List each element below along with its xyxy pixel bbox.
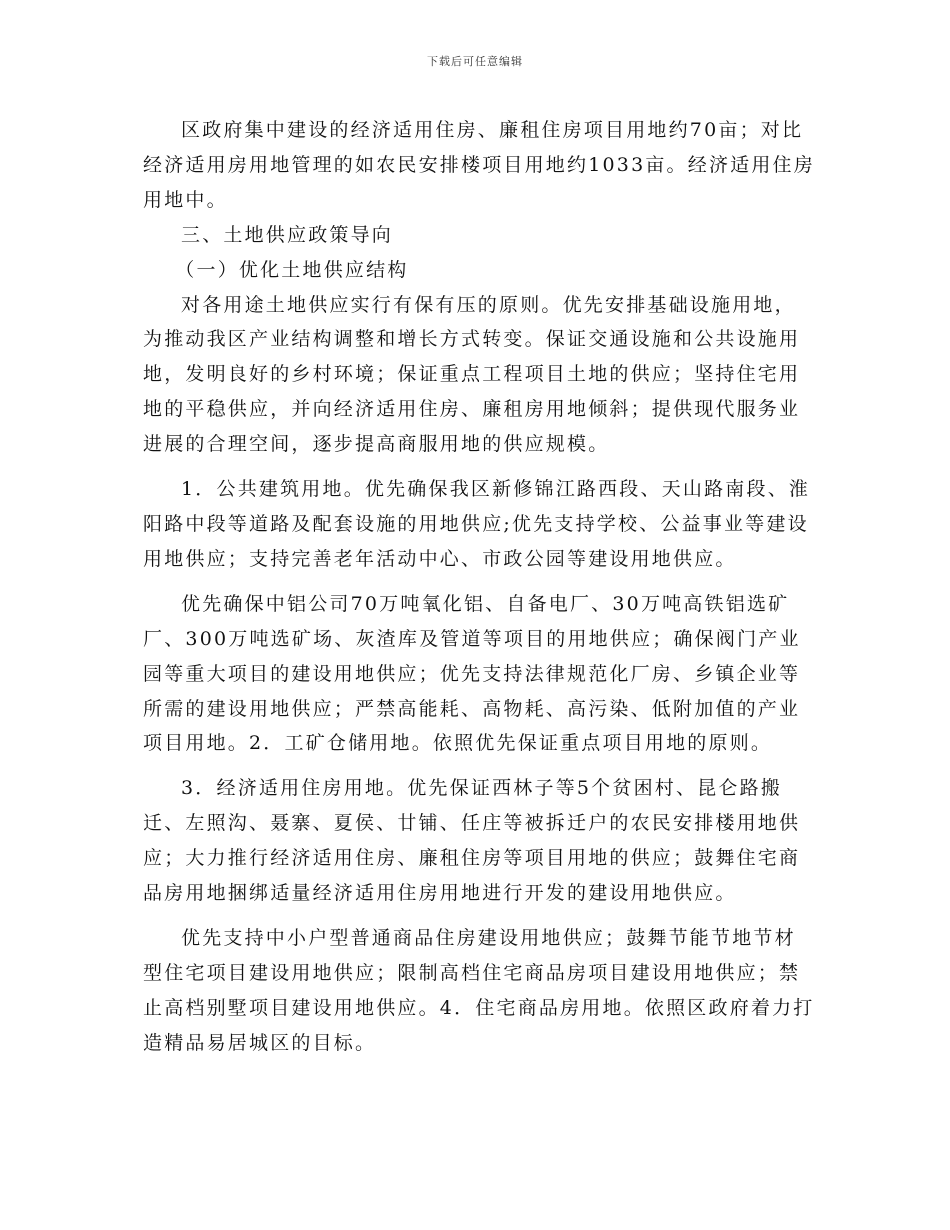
section-heading: 三、土地供应政策导向 (181, 223, 394, 246)
document-body (143, 113, 815, 1071)
paragraph-3: 1．公共建筑用地。优先确保我区新修锦江路西段、天山路南段、淮阳路中段等道路及配套设施的用地供应;优先支持学校、公益事业等建设用地供应；支持完善老年活动中心、市政公园等建设用地供应。 (143, 478, 811, 570)
paragraph-4: 优先确保中铝公司70万吨氧化铝、自备电厂、30万吨高铁铝选矿厂、300万吨选矿场、灰渣库及管道等项目的用地供应；确保阀门产业园等重大项目的建设用地供应；优先支持法律规范化厂房、乡镇企业等所需的建设用地供应；严禁高能耗、高物耗、高污染、低附加值的产业项目用地。2．工矿仓储用地。依照优先保证重点项目用地的原则。 (143, 592, 801, 755)
paragraph-2: 对各用途土地供应实行有保有压的原则。优先安排基础设施用地，为推动我区产业结构调整和增长方式转变。保证交通设施和公共设施用地，发明良好的乡村环境；保证重点工程项目土地的供应；坚持住宅用地的平稳供应，并向经济适用住房、廉租房用地倾斜；提供现代服务业进展的合理空间，逐步提高商服用地的供应规模。 (143, 293, 801, 456)
paragraph-6: 优先支持中小户型普通商品住房建设用地供应；鼓舞节能节地节材型住宅项目建设用地供应；限制高档住宅商品房项目建设用地供应；禁止高档别墅项目建设用地供应。4．住宅商品房用地。依照区政府着力打造精品易居城区的目标。 (143, 926, 815, 1054)
paragraph-5: 3．经济适用住房用地。优先保证西林子等5个贫困村、昆仑路搬迁、左照沟、聂寨、夏侯、廿铺、任庄等被拆迁户的农民安排楼用地供应；大力推行经济适用住房、廉租住房等项目用地的供应；鼓舞住宅商品房用地捆绑适量经济适用住房用地进行开发的建设用地供应。 (143, 777, 801, 905)
subsection-heading: （一）优化土地供应结构 (175, 258, 409, 281)
paragraph-1: 区政府集中建设的经济适用住房、廉租住房项目用地约70亩；对比经济适用房用地管理的如农民安排楼项目用地约1033亩。经济适用住房用地中。 (143, 119, 815, 211)
page-header: 下载后可任意编辑 (427, 55, 523, 68)
